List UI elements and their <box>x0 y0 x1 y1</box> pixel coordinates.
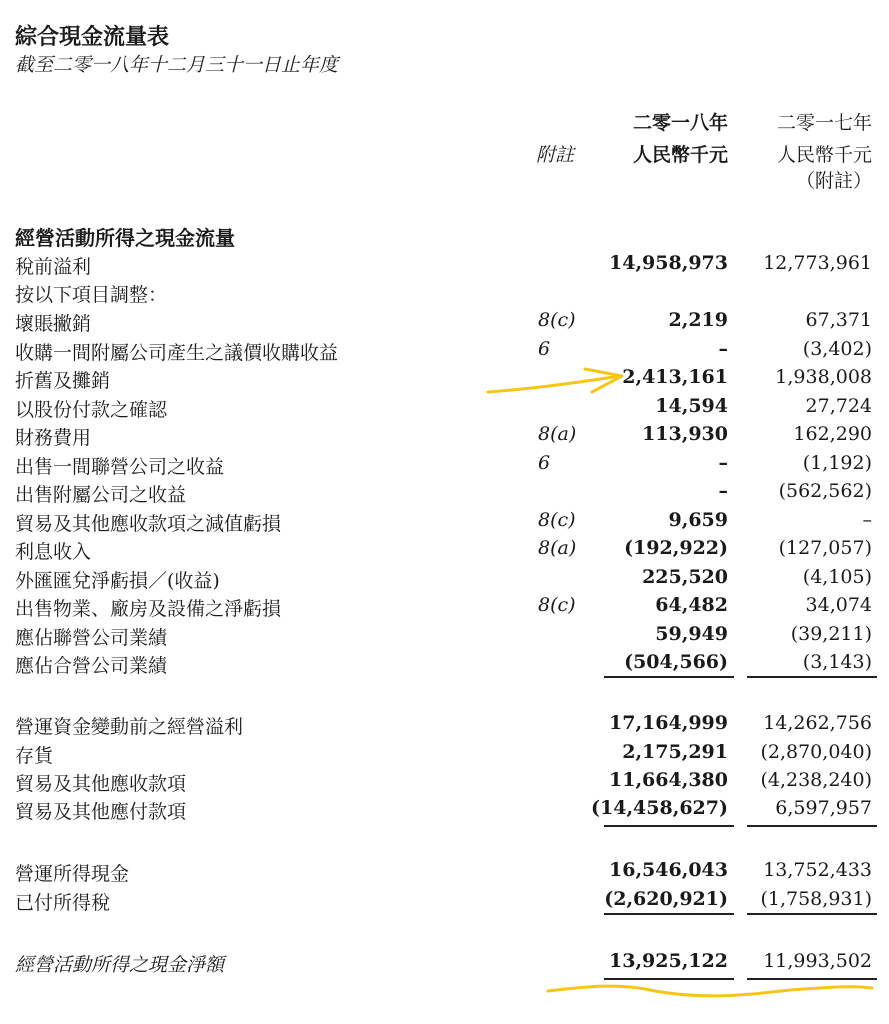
row-value-2017: 6,597,957 <box>775 797 872 819</box>
row-value-2017: 1,938,008 <box>775 366 872 388</box>
row-label: 出售一間聯營公司之收益 <box>15 456 225 478</box>
row-note: 8(a) <box>538 423 577 445</box>
row-value-2018: 14,958,973 <box>609 252 728 274</box>
table-row <box>0 338 889 367</box>
row-value-2017: (1,192) <box>802 452 872 474</box>
column-header-currency-2018: 人民幣千元 <box>632 144 728 166</box>
row-value-2017: – <box>862 509 872 531</box>
table-row <box>0 366 889 395</box>
row-label: 稅前溢利 <box>15 256 92 278</box>
row-note: 8(a) <box>538 537 577 559</box>
row-value-2017: (562,562) <box>778 480 872 502</box>
row-value-2018: (504,566) <box>624 651 728 673</box>
column-header-restated-note: （附註） <box>795 170 872 192</box>
table-row <box>0 423 889 452</box>
subtotal-rule-2018 <box>604 913 734 915</box>
row-value-2018: 9,659 <box>668 509 728 531</box>
row-value-2017: (127,057) <box>778 537 872 559</box>
column-header-year-2018: 二零一八年 <box>632 112 728 134</box>
row-label: 財務費用 <box>15 427 92 449</box>
subtotal-rule-2018 <box>604 825 734 827</box>
row-value-2017: 27,724 <box>805 395 872 417</box>
subtotal-rule-2017 <box>747 676 877 678</box>
subtotal-rule-2017 <box>747 825 877 827</box>
row-label: 折舊及攤銷 <box>15 370 111 392</box>
row-value-2018: (192,922) <box>624 537 728 559</box>
row-value-2017: (2,870,040) <box>760 741 872 763</box>
table-row <box>0 712 889 741</box>
table-row <box>0 252 889 281</box>
table-row <box>0 623 889 652</box>
column-header-year-2017: 二零一七年 <box>776 112 872 134</box>
row-label: 外匯匯兌淨虧損／(收益) <box>15 570 220 592</box>
row-label: 利息收入 <box>15 541 92 563</box>
column-header-note: 附註 <box>536 144 575 166</box>
statement-period: 截至二零一八年十二月三十一日止年度 <box>15 54 339 76</box>
row-label: 應佔聯營公司業績 <box>15 627 168 649</box>
table-row <box>0 859 889 888</box>
table-row <box>0 395 889 424</box>
row-label: 應佔合營公司業績 <box>15 655 168 677</box>
row-value-2018: 2,219 <box>668 309 728 331</box>
row-label: 營運資金變動前之經營溢利 <box>15 716 244 738</box>
table-row <box>0 797 889 826</box>
row-value-2017: 34,074 <box>805 594 872 616</box>
row-value-2018: – <box>718 452 728 474</box>
table-row <box>0 309 889 338</box>
row-value-2017: (1,758,931) <box>760 888 872 910</box>
row-label: 以股份付款之確認 <box>15 399 168 421</box>
table-row <box>0 741 889 770</box>
row-value-2018: 2,413,161 <box>622 366 728 388</box>
row-note: 8(c) <box>538 309 576 331</box>
row-value-2018: 17,164,999 <box>609 712 728 734</box>
row-value-2018: 2,175,291 <box>622 741 728 763</box>
table-row <box>0 537 889 566</box>
row-label: 收購一間附屬公司產生之議價收購收益 <box>15 342 339 364</box>
statement-title: 綜合現金流量表 <box>15 25 170 50</box>
table-row-total <box>0 950 889 979</box>
row-value-2017: (4,238,240) <box>760 769 872 791</box>
row-note: 8(c) <box>538 594 576 616</box>
row-value-2017: 14,262,756 <box>763 712 872 734</box>
row-label: 壞賬撇銷 <box>15 313 92 335</box>
table-row <box>0 280 889 309</box>
row-value-2017: (3,143) <box>802 651 872 673</box>
row-value-2017: 162,290 <box>793 423 872 445</box>
row-value-2018: 113,930 <box>642 423 728 445</box>
row-label: 經營活動所得之現金淨額 <box>15 954 225 976</box>
row-label: 已付所得稅 <box>15 892 111 914</box>
row-label: 貿易及其他應收款項之減值虧損 <box>15 513 282 535</box>
table-row <box>0 452 889 481</box>
row-value-2018: 225,520 <box>642 566 728 588</box>
row-label: 存貨 <box>15 745 54 767</box>
row-value-2018: 11,664,380 <box>609 769 728 791</box>
row-label: 貿易及其他應付款項 <box>15 801 187 823</box>
row-value-2017: (39,211) <box>790 623 872 645</box>
row-value-2017: 67,371 <box>805 309 872 331</box>
row-value-2018: – <box>718 338 728 360</box>
row-value-2018: 16,546,043 <box>609 859 728 881</box>
row-value-2017: 11,993,502 <box>763 950 872 972</box>
row-label: 按以下項目調整： <box>15 284 168 306</box>
row-value-2018: 14,594 <box>655 395 728 417</box>
table-row <box>0 480 889 509</box>
row-note: 6 <box>538 338 551 360</box>
total-rule-2017 <box>747 978 877 980</box>
row-label: 出售物業、廠房及設備之淨虧損 <box>15 598 282 620</box>
row-value-2017: 13,752,433 <box>763 859 872 881</box>
subtotal-rule-2017 <box>747 913 877 915</box>
row-label: 營運所得現金 <box>15 863 130 885</box>
row-label: 出售附屬公司之收益 <box>15 484 187 506</box>
row-value-2017: (4,105) <box>802 566 872 588</box>
section-heading-operating-activities: 經營活動所得之現金流量 <box>15 226 235 250</box>
row-note: 6 <box>538 452 551 474</box>
row-note: 8(c) <box>538 509 576 531</box>
row-value-2018: (14,458,627) <box>591 797 728 819</box>
row-value-2018: 64,482 <box>655 594 728 616</box>
row-value-2017: 12,773,961 <box>763 252 872 274</box>
subtotal-rule-2018 <box>604 676 734 678</box>
table-row <box>0 594 889 623</box>
table-row <box>0 769 889 798</box>
row-value-2018: 13,925,122 <box>609 950 728 972</box>
highlight-underline-total <box>548 986 872 996</box>
row-value-2018: (2,620,921) <box>604 888 728 910</box>
row-label: 貿易及其他應收款項 <box>15 773 187 795</box>
column-header-currency-2017: 人民幣千元 <box>776 144 872 166</box>
table-row <box>0 509 889 538</box>
row-value-2018: – <box>718 480 728 502</box>
total-rule-2018 <box>604 978 734 980</box>
row-value-2018: 59,949 <box>655 623 728 645</box>
row-value-2017: (3,402) <box>802 338 872 360</box>
table-row <box>0 566 889 595</box>
